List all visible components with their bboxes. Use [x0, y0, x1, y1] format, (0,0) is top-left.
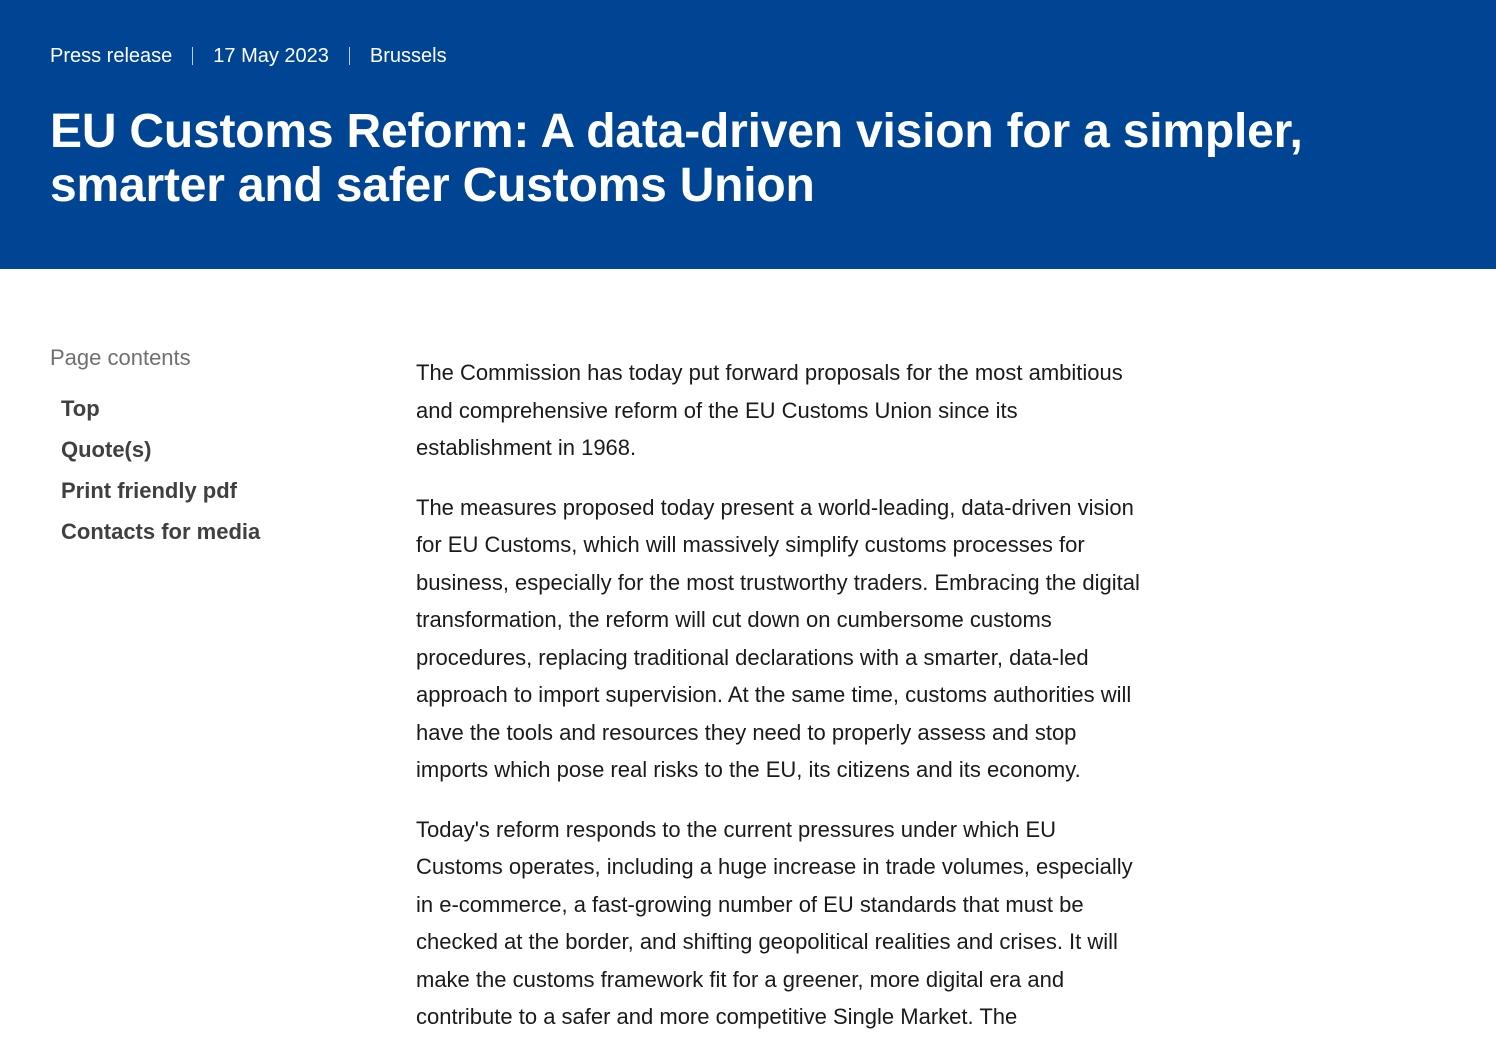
publication-date: 17 May 2023 [213, 45, 329, 67]
toc-link-top[interactable]: Top [61, 396, 100, 421]
page-contents-heading: Page contents [50, 345, 191, 370]
article-paragraph: Today's reform responds to the current pressures under which EU Customs operates, including a huge increase in trade volumes, especially in e-commerce, a fast-growing number of EU standards that must be checked at the border, and shifting geopolitical realities and crises. It will make the customs framework fit for a greener, more digital era and contribute to a safer and more competitive Single Market. The [416, 816, 1133, 1029]
page-contents-nav [50, 344, 350, 558]
page-title: EU Customs Reform: A data-driven vision for a simpler, smarter and safer Customs Union [50, 105, 1303, 212]
article-paragraph: The measures proposed today present a world-leading, data-driven vision for EU Customs, which will massively simplify customs processes for business, especially for the most trustworthy traders. Embracing the digital transformation, the reform will cut down on cumbersome customs procedures, replacing traditional declarations with a smarter, data-led approach to import supervision. At the same time, customs authorities will have the tools and resources they need to properly assess and stop imports which pose real risks to the EU, its citizens and its economy. [416, 494, 1140, 782]
page-header-banner [0, 0, 1496, 269]
article-meta [50, 44, 447, 68]
content-type-label: Press release [50, 45, 173, 67]
toc-link-print-pdf[interactable]: Print friendly pdf [61, 478, 237, 503]
toc-link-quotes[interactable]: Quote(s) [61, 437, 152, 462]
toc-link-media-contacts[interactable]: Contacts for media [61, 519, 261, 544]
location-label: Brussels [369, 45, 447, 67]
article-paragraph: The Commission has today put forward proposals for the most ambitious and comprehensive reform of the EU Customs Union since its establishment in 1968. [416, 360, 1123, 460]
article-body [416, 354, 1146, 1058]
meta-separator [349, 47, 350, 65]
meta-separator [192, 47, 193, 65]
page-contents-list [50, 394, 350, 547]
